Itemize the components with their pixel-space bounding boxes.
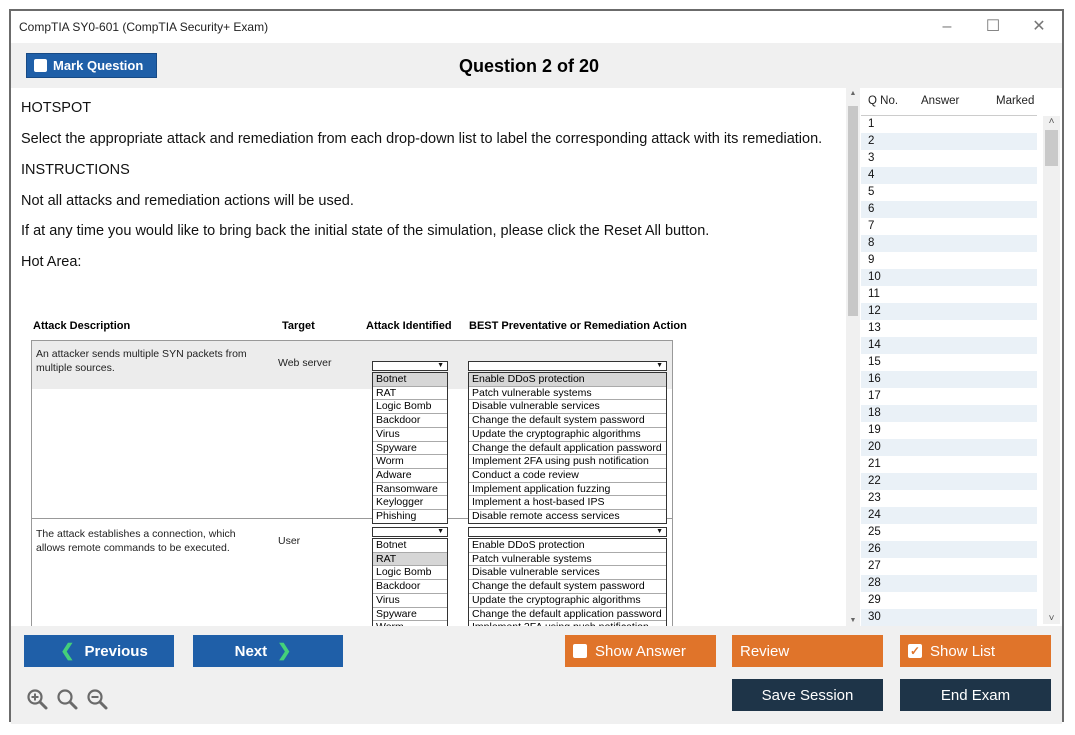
hotspot-exhibit <box>31 320 711 630</box>
list-item[interactable]: Change the default application password <box>469 608 666 622</box>
list-item[interactable]: 6 <box>861 201 1037 218</box>
exhibit-header: Attack Identified <box>366 320 452 332</box>
list-item[interactable]: 30 <box>861 609 1037 626</box>
review-button[interactable] <box>732 635 883 667</box>
list-item[interactable]: Backdoor <box>373 580 447 594</box>
question-line: Hot Area: <box>21 254 82 270</box>
list-item[interactable]: Update the cryptographic algorithms <box>469 428 666 442</box>
attack-description: An attacker sends multiple SYN packets from multiple sources. <box>36 348 247 374</box>
list-item[interactable]: Phishing <box>376 510 417 523</box>
list-item[interactable]: Implement application fuzzing <box>469 483 666 497</box>
list-item[interactable]: Spyware <box>373 608 447 622</box>
chevron-right-icon: ❯ <box>277 641 292 660</box>
question-line: Not all attacks and remediation actions will be used. <box>21 193 354 209</box>
list-item[interactable]: Update the cryptographic algorithms <box>469 594 666 608</box>
attack-target: User <box>278 535 301 547</box>
attack-description: The attack establishes a connection, which allows remote commands to be executed. <box>36 528 236 554</box>
list-item[interactable]: 12 <box>861 303 1037 320</box>
footer-bar <box>11 626 1062 724</box>
list-item[interactable]: Keylogger <box>373 496 447 510</box>
question-line: If at any time you would like to bring back the initial state of the simulation, please click the Reset All button. <box>21 223 710 239</box>
marked-header: Marked <box>996 95 1035 107</box>
checkmark-icon: ✓ <box>909 644 921 658</box>
attack-target: Web server <box>278 357 332 369</box>
list-item[interactable]: RAT <box>373 553 447 567</box>
list-item[interactable]: 9 <box>868 254 875 266</box>
exhibit-row <box>32 519 672 639</box>
end-exam-button[interactable] <box>900 679 1051 711</box>
maximize-icon[interactable]: ☐ <box>985 18 1001 35</box>
question-content <box>11 88 846 626</box>
list-item[interactable]: Virus <box>373 594 447 608</box>
list-item[interactable]: 29 <box>868 594 881 606</box>
list-item[interactable]: Enable DDoS protection <box>469 373 666 387</box>
question-line: Select the appropriate attack and remediation from each drop-down list to label the corresponding attack with its remediation. <box>21 131 823 147</box>
list-item[interactable]: 17 <box>868 390 881 402</box>
zoom-out-icon[interactable] <box>86 688 108 710</box>
list-item[interactable]: Change the default system password <box>469 580 666 594</box>
list-item[interactable]: RAT <box>373 387 447 401</box>
attack-dropdown[interactable]: ▼ <box>372 361 448 371</box>
zoom-icon[interactable] <box>56 688 78 710</box>
list-item[interactable]: 3 <box>868 152 875 164</box>
list-item[interactable]: Virus <box>373 428 447 442</box>
list-item[interactable]: 21 <box>868 458 881 470</box>
checkbox-icon <box>573 644 587 658</box>
window-title: CompTIA SY0-601 (CompTIA Security+ Exam) <box>19 20 269 34</box>
scroll-up-icon[interactable]: ▲ <box>849 90 857 97</box>
list-item[interactable]: Logic Bomb <box>373 566 447 580</box>
list-item[interactable]: 11 <box>868 288 880 300</box>
list-item[interactable]: 20 <box>861 439 1037 456</box>
list-item[interactable]: Change the default application password <box>469 442 666 456</box>
list-item[interactable]: Logic Bomb <box>373 400 447 414</box>
question-list-scrollbar[interactable] <box>1043 116 1060 624</box>
list-item[interactable]: 10 <box>861 269 1037 286</box>
qno-header: Q No. <box>868 95 899 107</box>
question-title: Question 2 of 20 <box>458 56 600 76</box>
list-item[interactable]: 7 <box>868 220 875 232</box>
exhibit-header: Target <box>282 320 315 332</box>
exhibit-header: BEST Preventative or Remediation Action <box>469 320 687 332</box>
mark-question-label: Mark Question <box>53 58 144 73</box>
list-item[interactable]: Worm <box>373 455 447 469</box>
list-item[interactable]: Adware <box>373 469 447 483</box>
list-item[interactable]: 18 <box>861 405 1037 422</box>
list-item[interactable]: Ransomware <box>373 483 447 497</box>
list-item[interactable]: 28 <box>861 575 1037 592</box>
question-header <box>11 43 1062 88</box>
exhibit-table <box>31 340 673 640</box>
list-item[interactable]: 1 <box>868 118 875 130</box>
list-item[interactable]: 27 <box>868 560 881 572</box>
list-item[interactable]: Botnet <box>373 373 447 387</box>
list-item[interactable]: 15 <box>868 356 881 368</box>
chevron-down-icon[interactable]: ˅ <box>1048 613 1055 624</box>
answer-header: Answer <box>921 95 960 107</box>
exhibit-row <box>32 341 672 523</box>
list-item[interactable]: 14 <box>861 337 1037 354</box>
list-item[interactable]: Enable DDoS protection <box>469 539 666 553</box>
list-item[interactable]: Conduct a code review <box>469 469 666 483</box>
previous-label: Previous <box>84 642 148 660</box>
list-item[interactable]: Disable vulnerable services <box>469 400 666 414</box>
list-item[interactable]: 25 <box>868 526 881 538</box>
end-exam-label: End Exam <box>940 686 1011 704</box>
list-item[interactable]: 24 <box>861 507 1037 524</box>
list-item[interactable]: Spyware <box>373 442 447 456</box>
show-list-button[interactable] <box>900 635 1051 667</box>
show-list-label: Show List <box>930 642 996 660</box>
scroll-thumb[interactable] <box>848 106 858 316</box>
list-item[interactable]: Disable remote access services <box>472 510 620 523</box>
question-line: HOTSPOT <box>21 100 92 116</box>
list-item[interactable]: 13 <box>868 322 881 334</box>
list-item[interactable]: Implement a host-based IPS <box>469 496 666 510</box>
content-scrollbar[interactable] <box>846 88 860 626</box>
exhibit-header: Attack Description <box>33 320 131 332</box>
list-item[interactable]: 8 <box>861 235 1037 252</box>
attack-listbox[interactable] <box>372 538 448 636</box>
scroll-thumb[interactable] <box>1045 130 1058 166</box>
attack-dropdown[interactable]: ▼ <box>372 527 448 537</box>
list-item[interactable]: Implement 2FA using push notification <box>469 455 666 469</box>
list-item[interactable]: Botnet <box>373 539 447 553</box>
save-session-button[interactable] <box>732 679 883 711</box>
attack-listbox[interactable] <box>372 372 448 524</box>
list-item[interactable]: 22 <box>861 473 1037 490</box>
close-icon[interactable]: ✕ <box>1032 18 1046 35</box>
list-item[interactable]: Disable vulnerable services <box>469 566 666 580</box>
next-label: Next <box>234 642 268 660</box>
list-item[interactable]: 4 <box>861 167 1037 184</box>
list-item[interactable]: 19 <box>868 424 881 436</box>
question-list-header <box>861 88 1037 116</box>
show-answer-button[interactable] <box>565 635 716 667</box>
scroll-down-icon[interactable]: ▼ <box>849 617 857 624</box>
list-item[interactable]: Change the default system password <box>469 414 666 428</box>
list-item[interactable]: Backdoor <box>373 414 447 428</box>
review-label: Review <box>740 642 790 660</box>
list-item[interactable]: Patch vulnerable systems <box>469 553 666 567</box>
question-line: INSTRUCTIONS <box>21 162 130 178</box>
remediation-dropdown[interactable]: ▼ <box>468 527 667 537</box>
next-button[interactable] <box>193 635 343 667</box>
list-item[interactable]: 2 <box>861 133 1037 150</box>
list-item[interactable]: 26 <box>861 541 1037 558</box>
remediation-listbox[interactable] <box>468 538 667 636</box>
list-item[interactable]: 23 <box>868 492 881 504</box>
previous-button[interactable] <box>24 635 174 667</box>
save-session-label: Save Session <box>761 686 854 704</box>
list-item[interactable]: 5 <box>868 186 875 198</box>
list-item[interactable]: Patch vulnerable systems <box>469 387 666 401</box>
question-list <box>861 116 1037 626</box>
chevron-left-icon: ❮ <box>60 641 75 660</box>
title-bar <box>11 11 1062 43</box>
minimize-icon[interactable]: – <box>942 18 952 35</box>
remediation-listbox[interactable] <box>468 372 667 524</box>
question-list-panel <box>861 88 1037 626</box>
chevron-up-icon[interactable]: ˄ <box>1048 116 1055 127</box>
remediation-dropdown[interactable]: ▼ <box>468 361 667 371</box>
app-window <box>9 9 1064 722</box>
show-answer-label: Show Answer <box>595 642 686 660</box>
list-item[interactable]: 16 <box>861 371 1037 388</box>
zoom-in-icon[interactable] <box>26 688 48 710</box>
